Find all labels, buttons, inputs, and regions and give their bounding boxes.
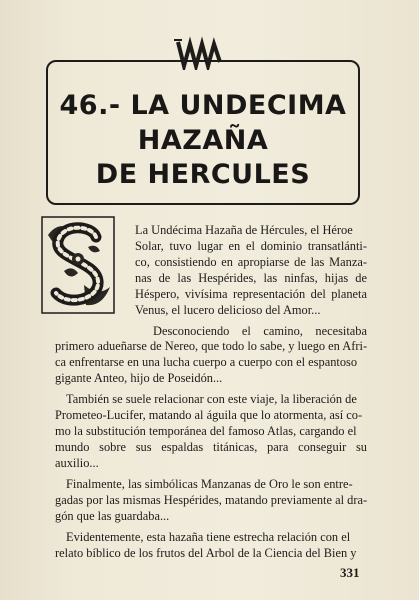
text-line: Solar, tuvo lugar en el dominio transatlánti-	[135, 239, 367, 253]
text-line: relato bíblico de los frutos del Arbol de la Ciencia del Bien y	[55, 546, 357, 560]
text-line: Desconociendo el camino, necesitaba	[153, 324, 367, 338]
text-line: Héspero, vivísima representación del planeta	[135, 287, 367, 301]
text-line: nas de las Hespérides, las ninfas, hijas de	[135, 271, 367, 285]
text-line: co, consistiendo en apropiarse de las Manza-	[135, 255, 367, 269]
text-line: gigante Anteo, hijo de Poseidón...	[55, 371, 223, 385]
text-line: También se suele relacionar con este viaje, la liberación de	[66, 392, 357, 406]
chapter-title-line-2: HAZAÑA	[137, 125, 269, 156]
text-line: Venus, el lucero delicioso del Amor...	[135, 303, 321, 317]
text-line: mundo sobre sus espaldas titánicas, para conseguir su	[55, 440, 367, 454]
text-line: gón que las guardaba...	[55, 509, 170, 523]
text-line: auxilio...	[55, 456, 99, 470]
page-number: 331	[340, 565, 360, 580]
text-line: Prometeo-Lucifer, matando al águila que lo atormenta, así co-	[55, 408, 363, 422]
text-line: ca enfrentarse en una lucha cuerpo a cuerpo con el espantoso	[55, 355, 358, 369]
text-line: mo la substitución temporánea del famoso Atlas, cargando el	[55, 424, 357, 438]
chapter-title-box	[46, 60, 360, 205]
text-line: Evidentemente, esta hazaña tiene estrecha relación con el	[66, 530, 351, 544]
text-line: La Undécima Hazaña de Hércules, el Héroe	[135, 223, 353, 237]
chapter-title-line-1: 46.- LA UNDECIMA	[59, 90, 347, 121]
text-line: primero adueñarse de Nereo, que todo lo sabe, y luego en Afri-	[55, 339, 368, 353]
chapter-title-line-3: DE HERCULES	[95, 159, 311, 190]
decorated-initial-s-icon	[38, 215, 118, 315]
text-line: gadas por las mismas Hespérides, matando previamente al dra-	[55, 493, 368, 507]
text-line: Finalmente, las simbólicas Manzanas de Oro le son entre-	[66, 477, 353, 491]
